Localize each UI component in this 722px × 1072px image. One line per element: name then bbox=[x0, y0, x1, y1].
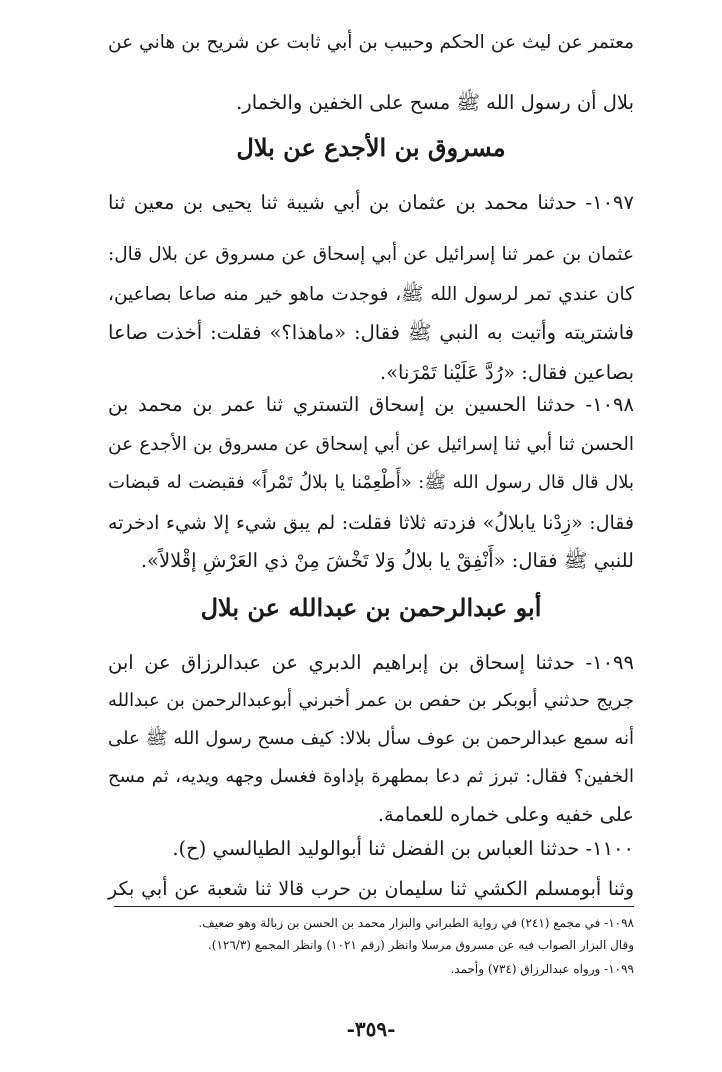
text-line: بلال قال قال رسول الله ﷺ: «أَطْعِمْنا يا بلالُ تَمْراً» فقبضت له قبضات bbox=[108, 472, 634, 493]
text-line: أنه سمع عبدالرحمن بن عوف سأل بلالا: كيف مسح رسول الله ﷺ على bbox=[108, 728, 634, 749]
page-number: -٣٥٩- bbox=[346, 1017, 396, 1041]
text-line: ١١٠٠- حدثنا العباس بن الفضل ثنا أبوالوليد الطيالسي (ح). bbox=[172, 837, 634, 860]
text-line: ١٠٩٨- حدثنا الحسين بن إسحاق التستري ثنا عمر بن محمد بن bbox=[108, 393, 634, 416]
footnote-rule bbox=[114, 906, 634, 907]
text-line: بصاعين فقال: «رُدَّ عَلَيْنا تَمْرَنا». bbox=[379, 361, 634, 384]
book-page bbox=[108, 18, 634, 1058]
text-line: فاشتريته وأتيت به النبي ﷺ فقال: «ماهذا؟» فقلت: أخذت صاعا bbox=[108, 321, 634, 344]
section-heading: أبو عبدالرحمن بن عبدالله عن بلال bbox=[200, 593, 542, 622]
section-heading: مسروق بن الأجدع عن بلال bbox=[236, 133, 506, 162]
text-line: جريج حدثني أبوبكر بن حفص بن عمر أخبرني أبوعبدالرحمن بن عبدالله bbox=[108, 690, 634, 711]
text-line: الحسن ثنا أبي ثنا إسرائيل عن أبي إسحاق عن مسروق بن الأجدع عن bbox=[108, 434, 634, 455]
text-line: كان عندي تمر لرسول الله ﷺ، فوجدت ماهو خير منه صاعا بصاعين، bbox=[108, 284, 634, 305]
text-line: على خفيه وعلى خماره للعمامة. bbox=[377, 803, 634, 826]
text-line: وثنا أبومسلم الكشي ثنا سليمان بن حرب قالا ثنا شعبة عن أبي بكر bbox=[108, 878, 634, 900]
text-line: معتمر عن ليث عن الحكم وحبيب بن أبي ثابت عن شريح بن هاني عن bbox=[108, 32, 634, 53]
text-line: عثمان بن عمر ثنا إسرائيل عن أبي إسحاق عن مسروق عن بلال قال: bbox=[108, 244, 634, 265]
text-line: ١٠٩٩- حدثنا إسحاق بن إبراهيم الدبري عن عبدالرزاق عن ابن bbox=[108, 651, 634, 674]
footnote: وقال البزار الصواب فيه عن مسروق مرسلا وانظر (رقم ١٠٢١) وانظر المجمع (١٢٦/٣). bbox=[207, 938, 634, 952]
footnote: ١٠٩٨- في مجمع (٢٤١) في رواية الطبراني والبزار محمد بن الحسن بن زبالة وهو ضعيف. bbox=[198, 916, 634, 930]
footnote: ١٠٩٩- ورواه عبدالرزاق (٧٣٤) وأحمد. bbox=[450, 962, 634, 976]
text-line: ١٠٩٧- حدثنا محمد بن عثمان بن أبي شيبة ثنا يحيى بن معين ثنا bbox=[108, 191, 634, 214]
text-line: فقال: «زِدْنا يابلالُ» فزدته ثلاثا فقلت: لم يبق شيء إلا شيء ادخرته bbox=[108, 512, 634, 534]
text-line: الخفين؟ فقال: تبرز ثم دعا بمطهرة بإداوة فغسل وجهه ويديه، ثم مسح bbox=[108, 766, 634, 787]
text-line: للنبي ﷺ فقال: «أَنْفِقْ يا بلالُ وَلا تَخْشَ مِنْ ذي العَرْشِ إقْلالاً». bbox=[140, 549, 634, 572]
text-line: بلال أن رسول الله ﷺ مسح على الخفين والخمار. bbox=[236, 91, 634, 114]
